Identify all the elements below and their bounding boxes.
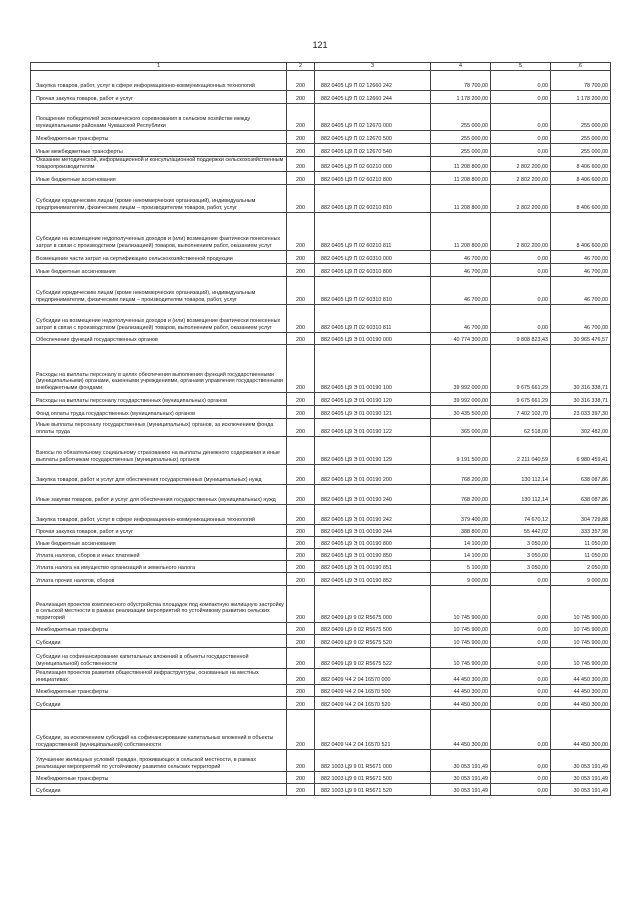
row-amount-col4: 14 100,00 [431, 549, 491, 561]
row-amount-col6: 30 053 191,49 [551, 784, 611, 796]
row-classification-code: 882 0405 Ц9 П 02 60210 810 [315, 185, 431, 213]
row-code: 200 [287, 710, 315, 750]
row-amount-col4: 10 745 900,00 [431, 623, 491, 635]
row-description: Субсидии юридическим лицам (кроме некоммерческих организаций), индивидуальным предпринимателям, физическим лицам – производителям товаров, работ, услуг [31, 185, 287, 213]
row-amount-col5: 0,00 [491, 635, 551, 648]
row-amount-col4: 44 450 300,00 [431, 710, 491, 750]
row-amount-col6: 10 745 900,00 [551, 623, 611, 635]
row-amount-col6: 30 316 338,71 [551, 393, 611, 406]
row-description: Поощрение победителей экономического соревнования в сельском хозяйстве между муниципальными районами Чувашской Республики [31, 104, 287, 131]
row-code: 200 [287, 345, 315, 393]
row-amount-col5: 74 670,12 [491, 505, 551, 525]
row-amount-col4: 78 700,00 [431, 71, 491, 91]
row-amount-col6: 44 450 300,00 [551, 685, 611, 697]
row-classification-code: 882 0405 Ц9 Э 01 00190 100 [315, 345, 431, 393]
table-row [31, 669, 611, 685]
row-amount-col6: 78 700,00 [551, 71, 611, 91]
table-row [31, 573, 611, 586]
table-row [31, 305, 611, 333]
row-amount-col5: 3 050,00 [491, 537, 551, 549]
row-amount-col4: 9 191 500,00 [431, 437, 491, 465]
row-amount-col6: 8 406 600,00 [551, 157, 611, 172]
row-amount-col4: 30 053 191,49 [431, 750, 491, 772]
row-amount-col6: 255 000,00 [551, 144, 611, 157]
row-code: 200 [287, 104, 315, 131]
row-amount-col4: 39 992 000,00 [431, 345, 491, 393]
row-classification-code: 882 0405 Ц9 Э 01 00190 242 [315, 505, 431, 525]
row-code: 200 [287, 549, 315, 561]
row-code: 200 [287, 393, 315, 406]
row-classification-code: 882 0405 Ц9 Э 01 00190 000 [315, 333, 431, 345]
row-code: 200 [287, 71, 315, 91]
row-amount-col5: 2 802 200,00 [491, 213, 551, 251]
row-amount-col5: 0,00 [491, 104, 551, 131]
row-code: 200 [287, 172, 315, 185]
row-description: Расходы на выплаты персоналу государственных (муниципальных) органов [31, 393, 287, 406]
row-amount-col6: 8 406 600,00 [551, 213, 611, 251]
row-code: 200 [287, 537, 315, 549]
row-code: 200 [287, 465, 315, 485]
row-amount-col6: 302 482,00 [551, 419, 611, 437]
row-code: 200 [287, 419, 315, 437]
row-classification-code: 882 0405 Ц9 П 02 12670 500 [315, 131, 431, 144]
row-amount-col4: 255 000,00 [431, 131, 491, 144]
row-classification-code: 882 0405 Ц9 П 02 12670 540 [315, 144, 431, 157]
row-amount-col4: 9 000,00 [431, 573, 491, 586]
row-classification-code: 882 0405 Ц9 Э 01 00190 800 [315, 537, 431, 549]
row-amount-col5: 0,00 [491, 144, 551, 157]
table-row [31, 419, 611, 437]
row-amount-col5: 0,00 [491, 264, 551, 277]
row-amount-col5: 0,00 [491, 91, 551, 104]
row-amount-col6: 23 033 397,30 [551, 406, 611, 419]
row-code: 200 [287, 144, 315, 157]
row-classification-code: 882 0405 Ц9 П 02 60210 811 [315, 213, 431, 251]
table-row [31, 172, 611, 185]
row-code: 200 [287, 648, 315, 669]
row-amount-col5: 0,00 [491, 623, 551, 635]
table-row [31, 333, 611, 345]
row-amount-col4: 10 745 900,00 [431, 586, 491, 623]
row-description: Уплата налога на имущество организаций и земельного налога [31, 561, 287, 573]
table-row [31, 685, 611, 697]
table-row [31, 784, 611, 796]
row-code: 200 [287, 669, 315, 685]
row-amount-col5: 7 402 102,70 [491, 406, 551, 419]
table-row [31, 213, 611, 251]
row-amount-col6: 44 450 300,00 [551, 697, 611, 710]
row-description: Субсидии [31, 635, 287, 648]
row-amount-col5: 9 675 661,29 [491, 345, 551, 393]
row-amount-col5: 0,00 [491, 648, 551, 669]
row-amount-col5: 0,00 [491, 251, 551, 264]
row-amount-col4: 768 200,00 [431, 485, 491, 505]
row-description: Иные бюджетные ассигнования [31, 537, 287, 549]
row-description: Субсидии на возмещение недополученных доходов и (или) возмещение фактически понесенных затрат в связи с производством (реализацией) товаров, выполнением работ, оказанием услуг [31, 305, 287, 333]
row-amount-col4: 255 000,00 [431, 104, 491, 131]
row-description: Фонд оплаты труда государственных (муниципальных) органов [31, 406, 287, 419]
table-row [31, 393, 611, 406]
row-classification-code: 882 0405 Ц9 П 02 12660 242 [315, 71, 431, 91]
row-amount-col6: 638 087,86 [551, 465, 611, 485]
table-row [31, 131, 611, 144]
row-amount-col4: 30 435 500,00 [431, 406, 491, 419]
row-amount-col6: 11 050,00 [551, 549, 611, 561]
row-amount-col4: 44 450 300,00 [431, 685, 491, 697]
table-row [31, 561, 611, 573]
row-amount-col5: 0,00 [491, 697, 551, 710]
row-description: Субсидии на возмещение недополученных доходов и (или) возмещение фактически понесенных затрат в связи с производством (реализацией) товаров, выполнением работ, оказанием услуг [31, 213, 287, 251]
row-code: 200 [287, 406, 315, 419]
row-classification-code: 882 1003 Ц9 9 01 R5671 500 [315, 772, 431, 784]
row-amount-col6: 8 406 600,00 [551, 185, 611, 213]
row-classification-code: 882 0409 Ч4 2 04 16570 500 [315, 685, 431, 697]
row-amount-col5: 9 675 661,29 [491, 393, 551, 406]
row-classification-code: 882 0405 Ц9 П 02 60310 811 [315, 305, 431, 333]
row-amount-col6: 30 316 338,71 [551, 345, 611, 393]
row-classification-code: 882 0405 Ц9 Э 01 00190 852 [315, 573, 431, 586]
row-amount-col6: 10 745 900,00 [551, 648, 611, 669]
row-description: Субсидии на софинансирование капитальных вложений в объекты государственной (муниципальной) собственности [31, 648, 287, 669]
row-code: 200 [287, 157, 315, 172]
row-classification-code: 882 1003 Ц9 9 01 R5671 520 [315, 784, 431, 796]
table-row [31, 406, 611, 419]
row-amount-col5: 0,00 [491, 685, 551, 697]
row-amount-col4: 11 208 800,00 [431, 213, 491, 251]
row-amount-col4: 365 000,00 [431, 419, 491, 437]
row-classification-code: 882 0405 Ц9 Э 01 00190 122 [315, 419, 431, 437]
row-classification-code: 882 0405 Ц9 Э 01 00190 120 [315, 393, 431, 406]
column-header-2: 2 [287, 63, 315, 71]
row-amount-col5: 0,00 [491, 305, 551, 333]
row-description: Межбюджетные трансферты [31, 772, 287, 784]
row-classification-code: 882 0405 Ц9 П 02 60210 800 [315, 172, 431, 185]
row-amount-col4: 30 053 191,49 [431, 784, 491, 796]
table-row [31, 437, 611, 465]
row-description: Расходы на выплаты персоналу в целях обеспечения выполнения функций государственными (муниципальными) органами, казенными учреждениями, органами управления государственными внебюджетными фондами [31, 345, 287, 393]
row-amount-col5: 2 802 200,00 [491, 172, 551, 185]
header-row [31, 63, 611, 71]
row-code: 200 [287, 772, 315, 784]
row-amount-col5: 0,00 [491, 586, 551, 623]
row-amount-col4: 11 208 800,00 [431, 172, 491, 185]
row-amount-col5: 2 211 040,59 [491, 437, 551, 465]
row-description: Межбюджетные трансферты [31, 685, 287, 697]
row-description: Уплата прочих налогов, сборов [31, 573, 287, 586]
row-classification-code: 882 0409 Ч4 2 04 16570 520 [315, 697, 431, 710]
row-amount-col6: 10 745 900,00 [551, 635, 611, 648]
row-code: 200 [287, 213, 315, 251]
row-amount-col6: 10 745 900,00 [551, 586, 611, 623]
row-description: Оказание методической, информационной и консультационной поддержки сельскохозяйственным товаропроизводителям [31, 157, 287, 172]
row-code: 200 [287, 437, 315, 465]
row-description: Межбюджетные трансферты [31, 131, 287, 144]
row-code: 200 [287, 586, 315, 623]
row-classification-code: 882 0409 Ч4 2 04 16570 521 [315, 710, 431, 750]
table-row [31, 104, 611, 131]
row-amount-col5: 3 050,00 [491, 561, 551, 573]
row-amount-col4: 11 208 800,00 [431, 157, 491, 172]
row-classification-code: 882 0405 Ц9 Э 01 00190 200 [315, 465, 431, 485]
row-amount-col6: 30 053 191,49 [551, 772, 611, 784]
row-description: Реализация проектов комплексного обустройства площадок под компактную жилищную застройку в сельской местности в рамках реализации мероприятий по устойчивому развитию сельских территорий [31, 586, 287, 623]
table-row [31, 157, 611, 172]
row-code: 200 [287, 91, 315, 104]
row-code: 200 [287, 685, 315, 697]
row-amount-col4: 44 450 300,00 [431, 697, 491, 710]
row-classification-code: 882 0409 Ч4 2 04 16570 000 [315, 669, 431, 685]
row-description: Обеспечение функций государственных органов [31, 333, 287, 345]
row-code: 200 [287, 251, 315, 264]
table-row [31, 505, 611, 525]
row-code: 200 [287, 333, 315, 345]
row-amount-col4: 30 053 191,49 [431, 772, 491, 784]
row-amount-col6: 1 178 200,00 [551, 91, 611, 104]
table-row [31, 549, 611, 561]
row-amount-col5: 2 802 200,00 [491, 157, 551, 172]
row-amount-col6: 255 000,00 [551, 104, 611, 131]
row-amount-col5: 0,00 [491, 750, 551, 772]
row-classification-code: 882 0409 Ц9 9 02 R5675 000 [315, 586, 431, 623]
table-row [31, 91, 611, 104]
table-body [31, 71, 611, 796]
table-row [31, 623, 611, 635]
row-description: Субсидии юридическим лицам (кроме некоммерческих организаций), индивидуальным предпринимателям, физическим лицам – производителям товаров, работ, услуг [31, 277, 287, 305]
row-amount-col6: 44 450 300,00 [551, 710, 611, 750]
row-amount-col6: 6 980 459,41 [551, 437, 611, 465]
column-header-5: 5 [491, 63, 551, 71]
row-classification-code: 882 1003 Ц9 9 01 R5671 000 [315, 750, 431, 772]
table-row [31, 537, 611, 549]
row-code: 200 [287, 573, 315, 586]
row-amount-col4: 768 200,00 [431, 465, 491, 485]
table-row [31, 277, 611, 305]
row-classification-code: 882 0405 Ц9 П 02 60310 810 [315, 277, 431, 305]
row-classification-code: 882 0405 Ц9 Э 01 00190 129 [315, 437, 431, 465]
row-classification-code: 882 0405 Ц9 Э 01 00190 121 [315, 406, 431, 419]
row-classification-code: 882 0405 Ц9 П 02 60310 000 [315, 251, 431, 264]
budget-table [30, 62, 611, 796]
row-amount-col4: 39 992 000,00 [431, 393, 491, 406]
table-row [31, 772, 611, 784]
row-amount-col5: 0,00 [491, 710, 551, 750]
row-amount-col6: 46 700,00 [551, 264, 611, 277]
table-row [31, 586, 611, 623]
row-amount-col5: 0,00 [491, 573, 551, 586]
row-code: 200 [287, 485, 315, 505]
row-description: Иные бюджетные ассигнования [31, 172, 287, 185]
row-amount-col4: 46 700,00 [431, 264, 491, 277]
row-amount-col4: 46 700,00 [431, 305, 491, 333]
row-amount-col5: 55 442,02 [491, 525, 551, 537]
row-code: 200 [287, 561, 315, 573]
row-code: 200 [287, 750, 315, 772]
row-code: 200 [287, 305, 315, 333]
row-amount-col6: 46 700,00 [551, 277, 611, 305]
row-amount-col6: 11 050,00 [551, 537, 611, 549]
row-amount-col5: 130 112,14 [491, 485, 551, 505]
row-amount-col6: 46 700,00 [551, 251, 611, 264]
row-amount-col4: 44 450 300,00 [431, 669, 491, 685]
column-header-3: 3 [315, 63, 431, 71]
row-description: Закупка товаров, работ, услуг в сфере информационно-коммуникационных технологий [31, 71, 287, 91]
row-code: 200 [287, 185, 315, 213]
row-amount-col4: 255 000,00 [431, 144, 491, 157]
row-amount-col6: 333 357,98 [551, 525, 611, 537]
row-classification-code: 882 0409 Ц9 9 02 R5675 500 [315, 623, 431, 635]
row-description: Иные бюджетные ассигнования [31, 264, 287, 277]
row-code: 200 [287, 697, 315, 710]
row-amount-col4: 379 400,00 [431, 505, 491, 525]
table-row [31, 525, 611, 537]
row-classification-code: 882 0409 Ц9 9 02 R5675 522 [315, 648, 431, 669]
row-amount-col6: 304 729,88 [551, 505, 611, 525]
row-code: 200 [287, 525, 315, 537]
row-code: 200 [287, 784, 315, 796]
table-row [31, 485, 611, 505]
row-classification-code: 882 0405 Ц9 П 02 12660 244 [315, 91, 431, 104]
row-code: 200 [287, 623, 315, 635]
row-amount-col6: 9 000,00 [551, 573, 611, 586]
row-description: Субсидии [31, 697, 287, 710]
column-header-1: 1 [31, 63, 287, 71]
table-row [31, 251, 611, 264]
table-row [31, 750, 611, 772]
row-classification-code: 882 0405 Ц9 Э 01 00190 244 [315, 525, 431, 537]
row-description: Иные межбюджетные трансферты [31, 144, 287, 157]
row-amount-col4: 10 745 900,00 [431, 635, 491, 648]
row-description: Прочая закупка товаров, работ и услуг [31, 525, 287, 537]
row-description: Иные выплаты персоналу государственных (муниципальных) органов, за исключением фонда оплаты труда [31, 419, 287, 437]
row-description: Закупка товаров, работ, услуг в сфере информационно-коммуникационных технологий [31, 505, 287, 525]
row-classification-code: 882 0405 Ц9 Э 01 00190 851 [315, 561, 431, 573]
row-amount-col4: 14 100,00 [431, 537, 491, 549]
row-amount-col6: 30 965 476,57 [551, 333, 611, 345]
row-code: 200 [287, 635, 315, 648]
row-amount-col4: 46 700,00 [431, 277, 491, 305]
table-row [31, 465, 611, 485]
row-amount-col4: 11 208 800,00 [431, 185, 491, 213]
row-amount-col5: 0,00 [491, 71, 551, 91]
row-description: Возмещение части затрат на сертификацию сельскохозяйственной продукции [31, 251, 287, 264]
table-row [31, 71, 611, 91]
row-amount-col5: 0,00 [491, 277, 551, 305]
row-amount-col5: 3 050,00 [491, 549, 551, 561]
row-description: Прочая закупка товаров, работ и услуг [31, 91, 287, 104]
row-amount-col6: 44 450 300,00 [551, 669, 611, 685]
row-description: Субсидии [31, 784, 287, 796]
row-amount-col4: 1 178 200,00 [431, 91, 491, 104]
table-row [31, 345, 611, 393]
row-description: Улучшение жилищных условий граждан, проживающих в сельской местности, в рамках реализации мероприятий по устойчивому развитию сельских территорий [31, 750, 287, 772]
row-amount-col5: 62 518,00 [491, 419, 551, 437]
row-description: Закупка товаров, работ и услуг для обеспечения государственных (муниципальных) нужд [31, 465, 287, 485]
row-amount-col4: 46 700,00 [431, 251, 491, 264]
row-amount-col6: 30 053 191,49 [551, 750, 611, 772]
row-amount-col4: 5 100,00 [431, 561, 491, 573]
row-amount-col5: 130 112,14 [491, 465, 551, 485]
row-amount-col4: 40 774 300,00 [431, 333, 491, 345]
row-amount-col5: 0,00 [491, 131, 551, 144]
row-description: Взносы по обязательному социальному страхованию на выплаты денежного содержания и иные выплаты работникам государственных (муниципальных) органов [31, 437, 287, 465]
row-amount-col6: 2 050,00 [551, 561, 611, 573]
row-amount-col5: 9 808 823,43 [491, 333, 551, 345]
row-classification-code: 882 0409 Ц9 9 02 R5675 520 [315, 635, 431, 648]
row-code: 200 [287, 277, 315, 305]
row-amount-col4: 388 800,00 [431, 525, 491, 537]
row-classification-code: 882 0405 Ц9 Э 01 00190 850 [315, 549, 431, 561]
row-classification-code: 882 0405 Ц9 П 02 60310 800 [315, 264, 431, 277]
table-row [31, 648, 611, 669]
row-description: Субсидии, за исключением субсидий на софинансирование капитальных вложений в объекты государственной (муниципальной) собственности [31, 710, 287, 750]
row-amount-col5: 0,00 [491, 784, 551, 796]
table-row [31, 697, 611, 710]
row-code: 200 [287, 505, 315, 525]
table-row [31, 710, 611, 750]
table-row [31, 144, 611, 157]
row-code: 200 [287, 131, 315, 144]
row-amount-col6: 255 000,00 [551, 131, 611, 144]
table-row [31, 264, 611, 277]
column-header-6: 6 [551, 63, 611, 71]
row-description: Уплата налогов, сборов и иных платежей [31, 549, 287, 561]
row-amount-col6: 46 700,00 [551, 305, 611, 333]
row-amount-col4: 10 745 900,00 [431, 648, 491, 669]
row-description: Иные закупки товаров, работ и услуг для обеспечения государственных (муниципальных) нужд [31, 485, 287, 505]
row-code: 200 [287, 264, 315, 277]
row-amount-col5: 0,00 [491, 772, 551, 784]
row-classification-code: 882 0405 Ц9 Э 01 00190 240 [315, 485, 431, 505]
row-classification-code: 882 0405 Ц9 П 02 12670 000 [315, 104, 431, 131]
row-amount-col5: 0,00 [491, 669, 551, 685]
page-number: 121 [312, 40, 328, 50]
row-amount-col5: 2 802 200,00 [491, 185, 551, 213]
row-description: Реализация проектов развития общественной инфраструктуры, основанных на местных инициативах [31, 669, 287, 685]
row-amount-col6: 638 087,86 [551, 485, 611, 505]
row-classification-code: 882 0405 Ц9 П 02 60210 000 [315, 157, 431, 172]
column-header-4: 4 [431, 63, 491, 71]
row-description: Межбюджетные трансферты [31, 623, 287, 635]
table-row [31, 635, 611, 648]
row-amount-col6: 8 406 600,00 [551, 172, 611, 185]
table-row [31, 185, 611, 213]
